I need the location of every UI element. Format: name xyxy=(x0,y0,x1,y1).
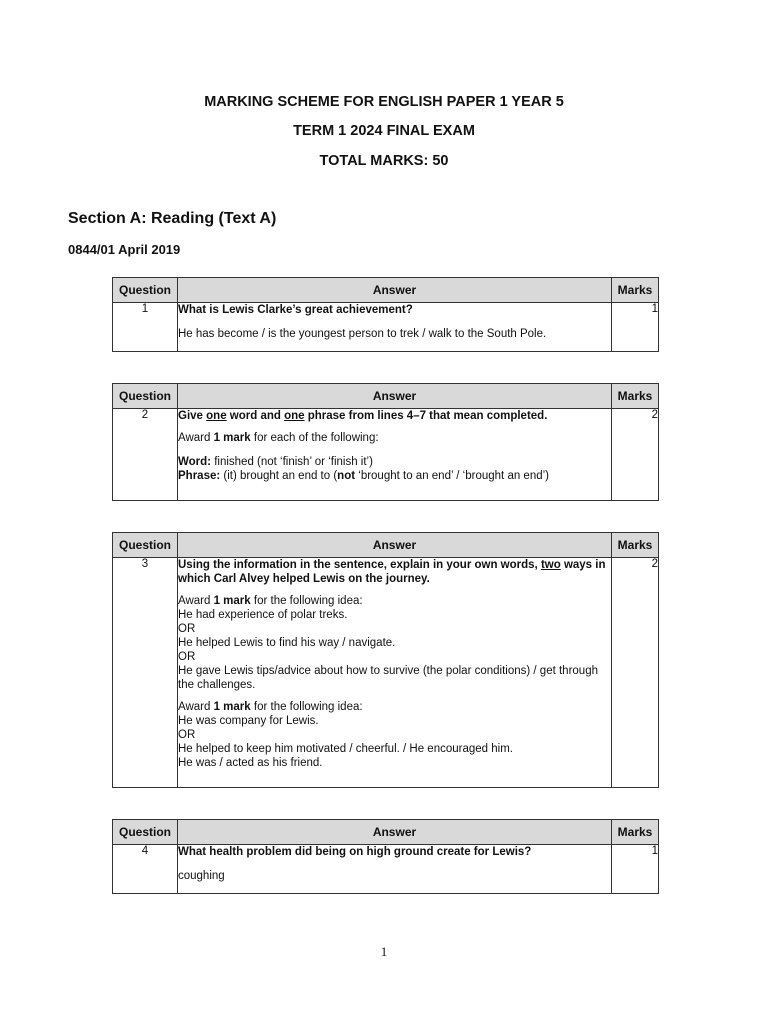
phrase-answer: Phrase: (it) brought an end to (not ‘brought to an end’ / ‘brought an end’) xyxy=(178,470,549,482)
answer-header: Answer xyxy=(178,533,612,558)
marks-header: Marks xyxy=(612,533,659,558)
idea-1-line: OR xyxy=(178,623,196,635)
marks-value: 2 xyxy=(612,558,659,788)
question-header: Question xyxy=(113,384,178,409)
idea-1-line: He had experience of polar treks. xyxy=(178,609,348,621)
question-4-table xyxy=(112,819,659,894)
marks-header: Marks xyxy=(612,384,659,409)
marks-value: 1 xyxy=(612,845,659,894)
question-text: What is Lewis Clarke’s great achievement? xyxy=(178,304,413,316)
answer-cell xyxy=(178,558,612,788)
exam-title: TERM 1 2024 FINAL EXAM xyxy=(293,123,475,139)
answer-header: Answer xyxy=(178,384,612,409)
question-number: 1 xyxy=(113,303,178,352)
answer-header: Answer xyxy=(178,278,612,303)
question-header: Question xyxy=(113,820,178,845)
answer-text: He has become / is the youngest person to trek / walk to the South Pole. xyxy=(178,328,547,340)
marks-header: Marks xyxy=(612,278,659,303)
idea-2-line: OR xyxy=(178,729,196,741)
idea-1-line: He gave Lewis tips/advice about how to survive (the polar conditions) / get through the challenges. xyxy=(178,665,598,691)
award-instruction: Award 1 mark for each of the following: xyxy=(178,432,379,444)
answer-header: Answer xyxy=(178,820,612,845)
idea-2-line: He helped to keep him motivated / cheerful. / He encouraged him. xyxy=(178,743,513,755)
word-answer: Word: finished (not ‘finish’ or ‘finish it’) xyxy=(178,456,373,468)
marks-value: 1 xyxy=(612,303,659,352)
idea-1-line: OR xyxy=(178,651,196,663)
question-1-table xyxy=(112,277,659,352)
marks-value: 2 xyxy=(612,409,659,501)
question-text: What health problem did being on high ground create for Lewis? xyxy=(178,846,532,858)
question-number: 3 xyxy=(113,558,178,788)
question-number: 2 xyxy=(113,409,178,501)
answer-cell xyxy=(178,845,612,894)
question-2-table xyxy=(112,383,659,501)
question-text: Give one word and one phrase from lines 4–7 that mean completed. xyxy=(178,410,548,422)
question-text: Using the information in the sentence, explain in your own words, two ways in which Carl Alvey helped Lewis on the journey. xyxy=(178,559,606,585)
idea-1-line: He helped Lewis to find his way / navigate. xyxy=(178,637,396,649)
section-title: Section A: Reading (Text A) xyxy=(68,210,277,227)
answer-text: coughing xyxy=(178,870,225,882)
scheme-title: MARKING SCHEME FOR ENGLISH PAPER 1 YEAR 5 xyxy=(204,94,564,110)
marks-header: Marks xyxy=(612,820,659,845)
idea-2-line: He was / acted as his friend. xyxy=(178,757,323,769)
answer-cell xyxy=(178,303,612,352)
question-number: 4 xyxy=(113,845,178,894)
paper-reference: 0844/01 April 2019 xyxy=(68,242,181,257)
question-header: Question xyxy=(113,278,178,303)
award-instruction-2: Award 1 mark for the following idea: xyxy=(178,701,363,713)
answer-cell xyxy=(178,409,612,501)
total-marks: TOTAL MARKS: 50 xyxy=(319,153,449,169)
question-3-table xyxy=(112,532,659,788)
page-number: 1 xyxy=(380,944,388,959)
idea-2-line: He was company for Lewis. xyxy=(178,715,319,727)
question-header: Question xyxy=(113,533,178,558)
award-instruction-1: Award 1 mark for the following idea: xyxy=(178,595,363,607)
